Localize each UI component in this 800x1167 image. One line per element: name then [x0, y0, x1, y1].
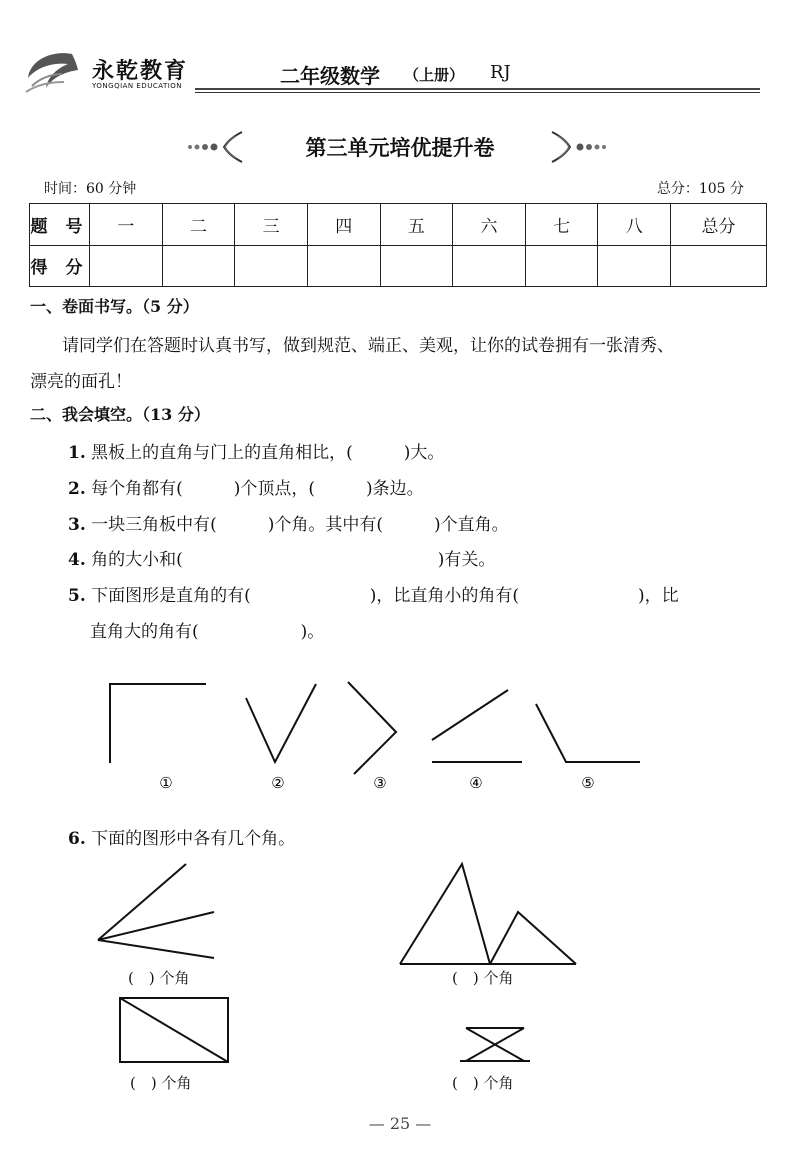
question-4 — [68, 545, 495, 570]
shape-figures — [90, 856, 610, 1068]
col-header: 总分 — [671, 204, 767, 246]
col-header: 三 — [235, 204, 308, 246]
score-cell[interactable] — [453, 245, 526, 287]
question-text: 一块三角板中有( )个角。其中有( )个直角。 — [91, 515, 509, 535]
swoosh-logo-icon — [22, 48, 86, 98]
question-1 — [68, 438, 444, 463]
section-1-text-line2: 漂亮的面孔！ — [30, 372, 132, 392]
col-header: 五 — [380, 204, 453, 246]
angle-label-1: ① — [159, 774, 173, 792]
question-2 — [68, 474, 424, 499]
book-code: RJ — [490, 62, 511, 83]
col-header: 六 — [453, 204, 526, 246]
hourglass-figure — [460, 1028, 530, 1061]
header-rule — [195, 88, 760, 90]
score-cell[interactable] — [90, 245, 163, 287]
row-header-score: 得 分 — [30, 245, 90, 287]
angle-label-5: ⑤ — [581, 774, 595, 792]
question-number: 5. — [68, 586, 86, 606]
question-number: 1. — [68, 443, 86, 463]
question-3 — [68, 510, 509, 535]
question-text: 黑板上的直角与门上的直角相比，( )大。 — [91, 443, 445, 463]
figure-caption-4: ( ) 个角 — [452, 1074, 514, 1092]
question-text: 角的大小和( )有关。 — [91, 550, 496, 570]
question-5 — [68, 581, 679, 606]
figure-caption-2: ( ) 个角 — [452, 969, 514, 987]
paper-title: 第三单元培优提升卷 — [305, 135, 495, 160]
brand-name: 永乾教育 — [92, 58, 189, 84]
col-header: 一 — [90, 204, 163, 246]
rectangle-diagonal-figure — [120, 998, 228, 1062]
time-limit: 时间：60 分钟 — [44, 181, 137, 197]
question-text: 下面的图形中各有几个角。 — [91, 829, 296, 849]
col-header: 七 — [525, 204, 598, 246]
angle-2 — [246, 684, 316, 762]
angle-figures — [90, 660, 670, 810]
score-table — [29, 203, 767, 287]
section-2-title: 二、我会填空。（13 分） — [30, 405, 210, 424]
mountain-figure — [400, 864, 576, 964]
rays-figure — [98, 864, 214, 958]
page-number: — 25 — — [368, 1114, 432, 1133]
question-number: 4. — [68, 550, 86, 570]
figure-caption-3: ( ) 个角 — [130, 1074, 192, 1092]
angle-label-2: ② — [271, 774, 285, 792]
score-cell[interactable] — [671, 245, 767, 287]
question-5-cont: 直角大的角有( )。 — [90, 622, 325, 642]
col-header: 八 — [598, 204, 671, 246]
question-text: 每个角都有( )个顶点，( )条边。 — [91, 479, 424, 499]
col-header: 四 — [307, 204, 380, 246]
angle-label-4: ④ — [469, 774, 483, 792]
angle-5 — [536, 704, 640, 762]
angle-3 — [348, 682, 396, 774]
brand-subtitle: YONGQIAN EDUCATION — [92, 82, 183, 90]
section-1-text-line1: 请同学们在答题时认真书写，做到规范、端正、美观，让你的试卷拥有一张清秀、 — [62, 336, 674, 356]
row-header-question: 题 号 — [30, 204, 90, 246]
question-number: 2. — [68, 479, 86, 499]
question-number: 3. — [68, 515, 86, 535]
score-cell[interactable] — [162, 245, 235, 287]
angle-1 — [110, 684, 206, 763]
score-cell[interactable] — [235, 245, 308, 287]
col-header: 二 — [162, 204, 235, 246]
figure-caption-1: ( ) 个角 — [128, 969, 190, 987]
angle-label-3: ③ — [373, 774, 387, 792]
book-volume: （上册） — [404, 66, 465, 84]
total-score: 总分：105 分 — [656, 181, 744, 197]
score-cell[interactable] — [525, 245, 598, 287]
score-cell[interactable] — [598, 245, 671, 287]
angle-4 — [432, 690, 522, 762]
score-cell[interactable] — [307, 245, 380, 287]
question-6 — [68, 824, 295, 849]
table-row — [30, 245, 767, 287]
question-number: 6. — [68, 829, 86, 849]
publisher-logo — [22, 48, 86, 98]
section-1-title: 一、卷面书写。（5 分） — [30, 297, 199, 316]
header-rule-thin — [195, 92, 760, 93]
table-row — [30, 204, 767, 246]
question-text: 下面图形是直角的有( )，比直角小的角有( )，比 — [91, 586, 679, 606]
book-title: 二年级数学 — [280, 64, 380, 88]
score-cell[interactable] — [380, 245, 453, 287]
